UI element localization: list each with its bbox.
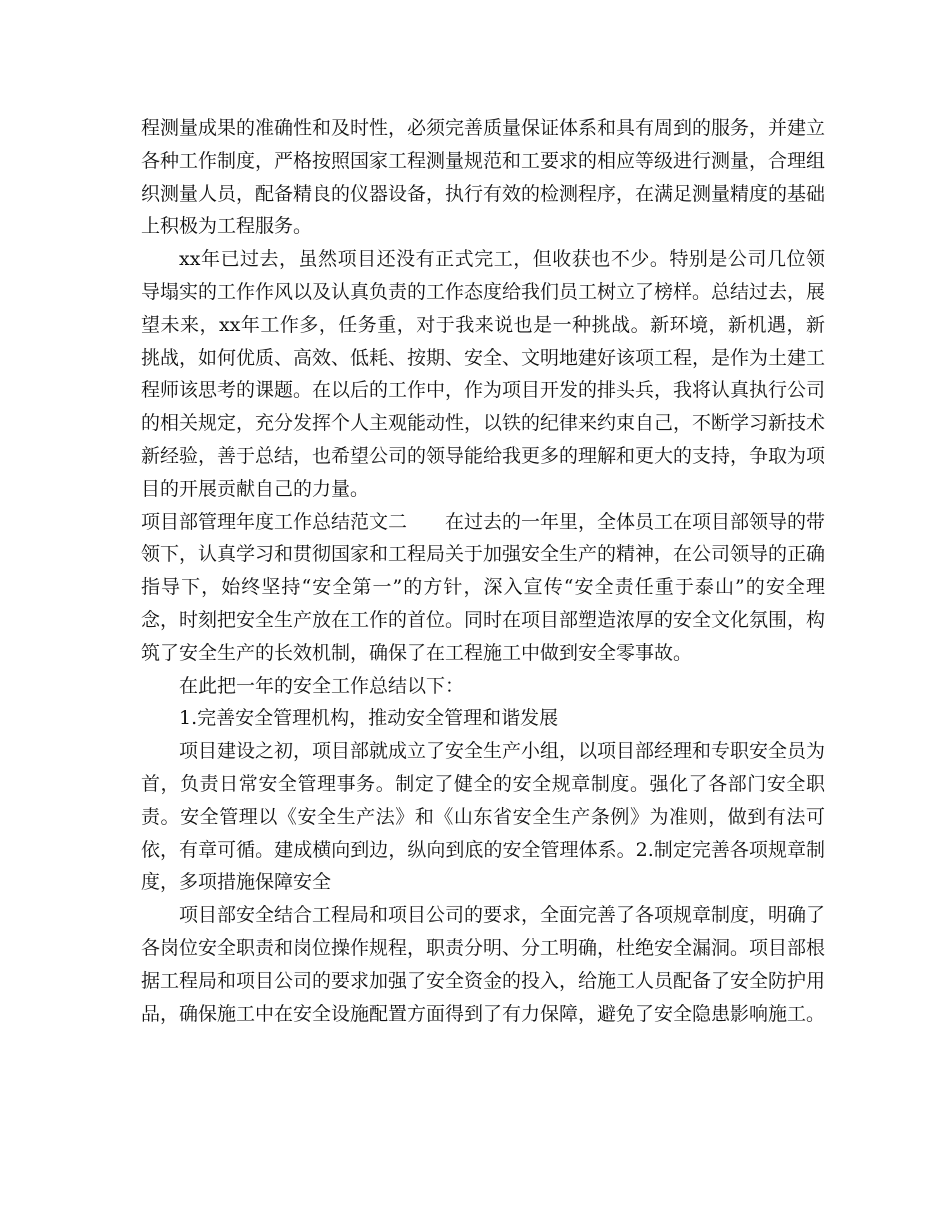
paragraph-safety-rules: 项目部安全结合工程局和项目公司的要求，全面完善了各项规章制度，明确了各岗位安全职责和岗位操作规程，职责分明、分工明确，杜绝安全漏洞。项目部根据工程局和项目公司的要求加强了安全资金的投入，给施工人员配备了安全防护用品，确保施工中在安全设施配置方面得到了有力保障，避免了安全隐患影响施工。 [141, 904, 826, 1025]
paragraph-sample-two-intro: 项目部管理年度工作总结范文二 在过去的一年里，全体员工在项目部领导的带领下，认真学习和贯彻国家和工程局关于加强安全生产的精神，在公司领导的正确指导下，始终坚持“安全第一”的方针，深入宣传“安全责任重于泰山”的安全理念，时刻把安全生产放在工作的首位。同时在项目部塑造浓厚的安全文化氛围，构筑了安全生产的长效机制，确保了在工程施工中做到安全零事故。 [141, 510, 826, 664]
paragraph-year-review: xx年已过去，虽然项目还没有正式完工，但收获也不少。特别是公司几位领导塌实的工作作风以及认真负责的工作态度给我们员工树立了榜样。总结过去，展望未来，xx年工作多，任务重，对于我来说也是一种挑战。新环境，新机遇，新挑战，如何优质、高效、低耗、按期、安全、文明地建好该项工程，是作为土建工程师该思考的课题。在以后的工作中，作为项目开发的排头兵，我将认真执行公司的相关规定，充分发挥个人主观能动性，以铁的纪律来约束自己，不断学习新技术新经验，善于总结，也希望公司的领导能给我更多的理解和更大的支持，争取为项目的开展贡献自己的力量。 [141, 248, 826, 500]
paragraph-safety-organization: 项目建设之初，项目部就成立了安全生产小组，以项目部经理和专职安全员为首，负责日常安全管理事务。制定了健全的安全规章制度。强化了各部门安全职责。安全管理以《安全生产法》和《山东省安全生产条例》为准则，做到有法可依，有章可循。建成横向到边，纵向到底的安全管理体系。2.制定完善各项规章制度，多项措施保障安全 [141, 740, 826, 894]
document-body [141, 112, 825, 1030]
paragraph-summary-lead: 在此把一年的安全工作总结以下： [179, 674, 465, 697]
section-heading-1: 1.完善安全管理机构，推动安全管理和谐发展 [179, 707, 559, 730]
paragraph-measurement-quality: 程测量成果的准确性和及时性，必须完善质量保证体系和具有周到的服务，并建立各种工作制度，严格按照国家工程测量规范和工要求的相应等级进行测量，合理组织测量人员，配备精良的仪器设备，执行有效的检测程序，在满足测量精度的基础上积极为工程服务。 [141, 117, 826, 238]
